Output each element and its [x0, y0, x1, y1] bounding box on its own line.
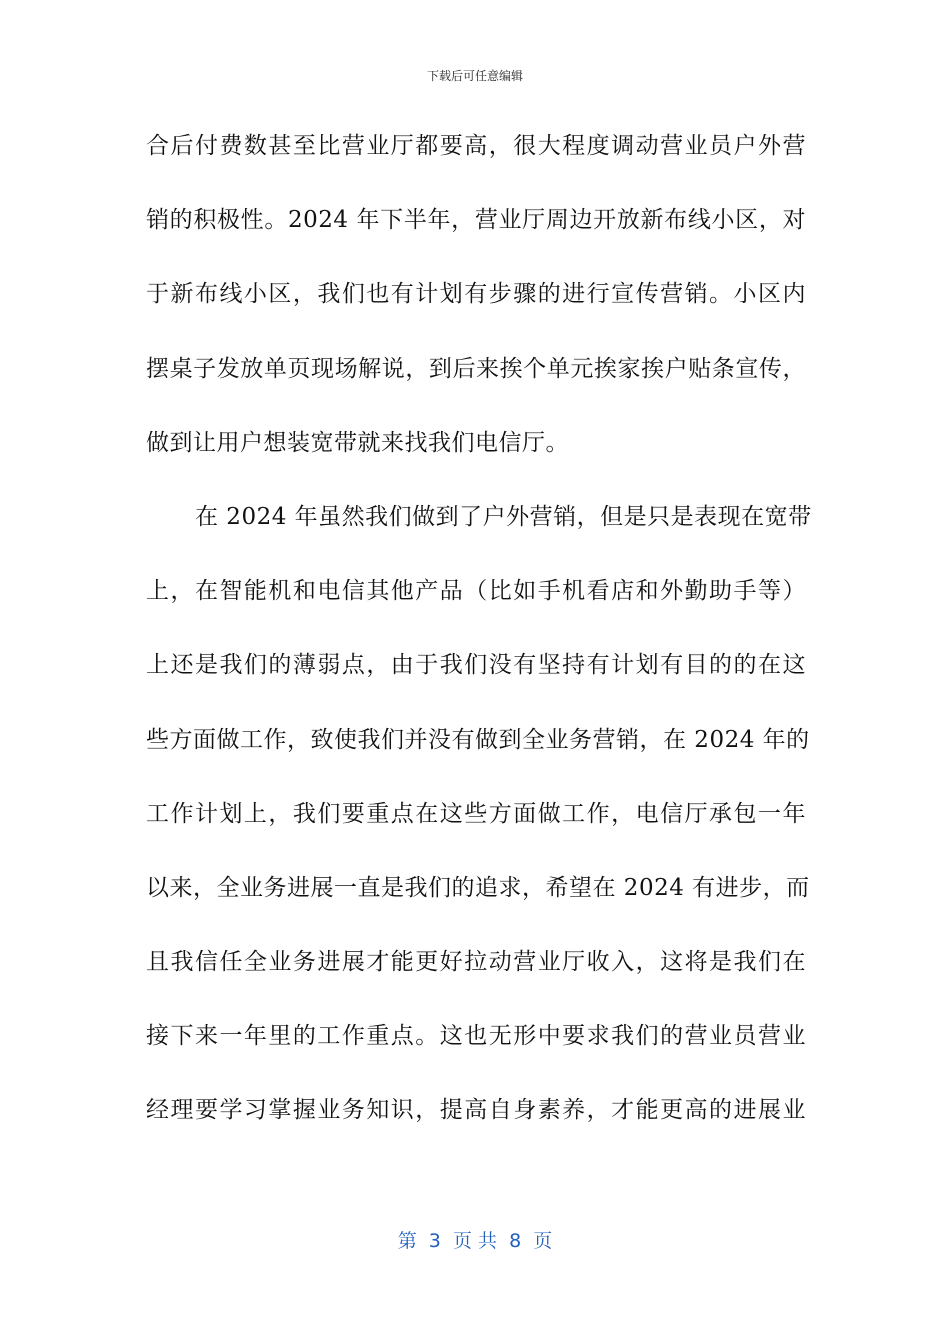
paragraph-line: 上还是我们的薄弱点，由于我们没有坚持有计划有目的的在这 [146, 652, 806, 679]
page-number-footer [0, 1226, 950, 1253]
paragraph-line: 在 2024 年虽然我们做到了户外营销，但是只是表现在宽带 [195, 503, 812, 530]
paragraph-line: 合后付费数甚至比营业厅都要高，很大程度调动营业员户外营 [146, 133, 806, 159]
paragraph-line: 于新布线小区，我们也有计划有步骤的进行宣传营销。小区内 [146, 281, 806, 308]
body-text [146, 124, 812, 1163]
paragraph-line: 接下来一年里的工作重点。这也无形中要求我们的营业员营业 [146, 1023, 806, 1050]
header-note: 下载后可任意编辑 [426, 69, 523, 83]
paragraph-line: 工作计划上，我们要重点在这些方面做工作，电信厅承包一年 [146, 800, 806, 827]
paragraph-line: 经理要学习掌握业务知识，提高自身素养，才能更高的进展业 [146, 1097, 806, 1124]
paragraph-line: 做到让用户想装宽带就来找我们电信厅。 [146, 429, 569, 456]
paragraph-line: 且我信任全业务进展才能更好拉动营业厅收入，这将是我们在 [146, 949, 806, 976]
paragraph-line: 些方面做工作，致使我们并没有做到全业务营销，在 2024 年的 [146, 726, 810, 753]
page-number-label: 第 3 页 共 8 页 [397, 1230, 553, 1252]
paragraph-line: 销的积极性。2024 年下半年，营业厅周边开放新布线小区，对 [146, 207, 806, 234]
paragraph-line: 上，在智能机和电信其他产品（比如手机看店和外勤助手等） [146, 578, 806, 605]
paragraph-line: 以来，全业务进展一直是我们的追求，希望在 2024 有进步，而 [146, 874, 810, 901]
paragraph-line: 摆桌子发放单页现场解说，到后来挨个单元挨家挨户贴条宣传， [146, 355, 806, 382]
